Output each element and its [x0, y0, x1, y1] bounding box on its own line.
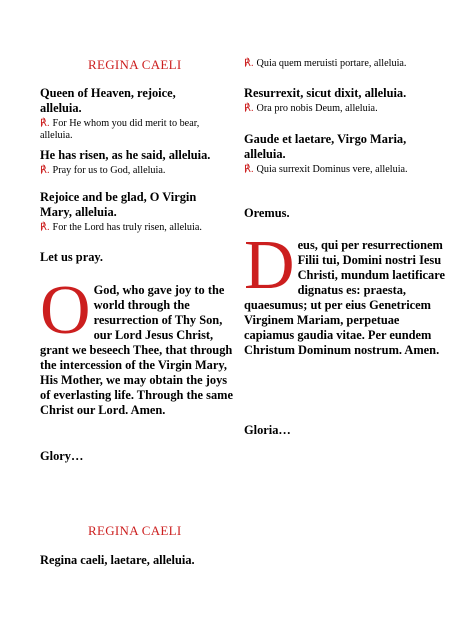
response-symbol: ℟. [40, 222, 50, 233]
response-1 [40, 118, 234, 142]
latin-verse-1: Regina caeli, laetare, alleluia. [40, 553, 195, 567]
english-prayer-text: God, who gave joy to the world through the resurrection of Thy Son, our Lord Jesus Christ, grant we beseech Thee, that through the intercession of the Virgin Mary, His Mother, we may obtain the joys of everlasting life. Through the same Christ our Lord. Amen. [40, 283, 233, 417]
gloria: Gloria… [244, 423, 291, 437]
response-symbol: ℟. [244, 164, 254, 175]
latin-response-3 [244, 164, 434, 176]
latin-title: REGINA CAELI [88, 523, 182, 538]
response-3-text: For the Lord has truly risen, alleluia. [52, 222, 202, 233]
verse-1: Queen of Heaven, rejoice, alleluia. [40, 86, 176, 115]
response-symbol: ℟. [40, 165, 50, 176]
drop-cap: O [40, 272, 91, 349]
latin-verse-3: Gaude et laetare, Virgo Maria, alleluia. [244, 132, 407, 161]
drop-cap: D [244, 227, 295, 304]
verse-3: Rejoice and be glad, O Virgin Mary, alleluia. [40, 190, 197, 219]
oremus: Oremus. [244, 206, 290, 220]
let-us-pray: Let us pray. [40, 250, 103, 264]
response-2 [40, 165, 234, 177]
latin-response-1 [244, 58, 438, 70]
latin-response-3-text: Quia surrexit Dominus vere, alleluia. [256, 164, 408, 175]
page-title: REGINA CAELI [88, 57, 182, 72]
latin-prayer [244, 227, 450, 358]
response-symbol: ℟. [244, 58, 254, 69]
latin-response-2 [244, 103, 452, 115]
verse-2: He has risen, as he said, alleluia. [40, 148, 211, 162]
response-symbol: ℟. [40, 118, 50, 129]
latin-prayer-text: eus, qui per resurrectionem Filii tui, Domini nostri Iesu Christi, mundum laetificare dignatus es: praesta, quaesumus; ut per eius Genetricem Virginem Mariam, perpetuae capiamus gaudia vitae. Per eundem Christum Dominum nostrum. Amen. [244, 238, 445, 357]
response-symbol: ℟. [244, 103, 254, 114]
response-3 [40, 222, 234, 234]
response-1-text: For He whom you did merit to bear, alleluia. [40, 118, 200, 141]
latin-verse-2: Resurrexit, sicut dixit, alleluia. [244, 86, 407, 100]
glory: Glory… [40, 449, 84, 463]
latin-response-2-text: Ora pro nobis Deum, alleluia. [256, 103, 378, 114]
english-prayer [40, 272, 234, 418]
response-2-text: Pray for us to God, alleluia. [52, 165, 166, 176]
latin-response-1-text: Quia quem meruisti portare, alleluia. [256, 58, 407, 69]
